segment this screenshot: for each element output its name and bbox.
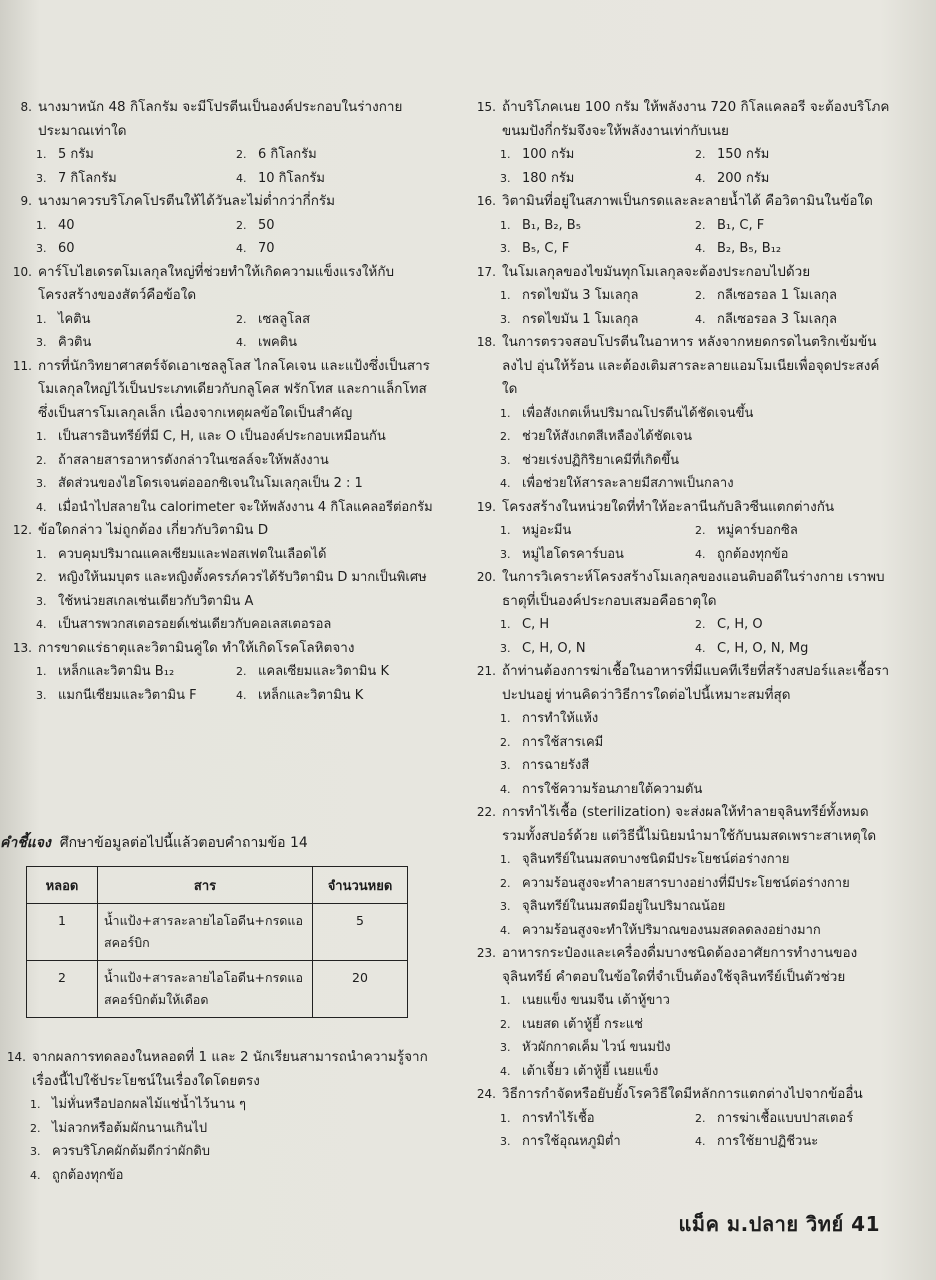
answer-option[interactable] — [236, 167, 436, 191]
answer-option[interactable] — [500, 308, 695, 332]
answer-option[interactable] — [500, 895, 890, 919]
option-number: 4. — [695, 171, 706, 185]
option-number: 4. — [236, 242, 247, 255]
answer-option[interactable] — [30, 1093, 436, 1117]
answer-option[interactable] — [500, 449, 890, 473]
question-text: วิตามินที่อยู่ในสภาพเป็นกรดและละลายน้ำได้ คือวิตามินในข้อใด — [502, 193, 873, 209]
answer-option[interactable] — [500, 284, 695, 308]
option-text: 5 กรัม — [58, 147, 94, 162]
answer-option[interactable] — [500, 1060, 890, 1084]
question-14 — [0, 1046, 436, 1187]
option-text: เป็นสารอินทรีย์ที่มี C, H, และ O เป็นองค์ประกอบเหมือนกัน — [58, 429, 386, 444]
option-text: กลีเซอรอล 3 โมเลกุล — [717, 311, 838, 327]
option-number: 3. — [36, 477, 47, 490]
left-column — [6, 96, 436, 707]
option-text: ไคติน — [58, 311, 91, 327]
question-number: 21. — [476, 664, 496, 678]
option-text: แมกนีเซียมและวิตามิน F — [58, 687, 197, 703]
answer-option[interactable] — [500, 214, 695, 238]
option-text: 100 กรัม — [522, 147, 575, 162]
option-text: B₁, C, F — [717, 217, 765, 233]
option-number: 3. — [500, 1041, 511, 1054]
question-block — [470, 801, 890, 942]
option-number: 2. — [500, 1017, 511, 1031]
question-block — [6, 637, 436, 708]
answer-option[interactable] — [695, 284, 890, 308]
answer-option[interactable] — [236, 684, 436, 708]
answer-option[interactable] — [236, 237, 436, 261]
cell-drops: 20 — [313, 961, 408, 1018]
answer-option[interactable] — [236, 143, 436, 167]
answer-option[interactable] — [500, 425, 890, 449]
option-number: 2. — [236, 218, 247, 232]
question-text: การทำไร้เชื้อ (sterilization) จะส่งผลให้ทำลายจุลินทรีย์ทั้งหมดรวมทั้งสปอร์ด้วย แต่วิธีนี้ไม่นิยมนำมาใช้กับนมสดเพราะสาเหตุใด — [502, 804, 877, 844]
answer-option[interactable] — [500, 143, 695, 167]
option-number: 2. — [36, 453, 47, 467]
option-number: 4. — [36, 500, 47, 514]
option-text: เพคติน — [258, 335, 298, 350]
option-number: 4. — [500, 477, 511, 490]
option-text: 150 กรัม — [717, 147, 770, 162]
answer-option[interactable] — [36, 613, 436, 637]
option-number: 1. — [36, 312, 47, 326]
option-number: 4. — [695, 547, 706, 561]
instruction — [0, 832, 436, 854]
option-text: กรดไขมัน 1 โมเลกุล — [522, 311, 639, 327]
question-block — [6, 355, 436, 520]
option-text: เต้าเจี้ยว เต้าหู้ยี้ เนยแข็ง — [522, 1063, 659, 1079]
question-block — [6, 261, 436, 355]
option-number: 1. — [36, 218, 47, 232]
option-number: 3. — [500, 547, 511, 561]
answer-option[interactable] — [695, 637, 890, 661]
answer-option[interactable] — [695, 613, 890, 637]
question-number: 18. — [476, 335, 496, 349]
option-text: หมู่อะมีน — [522, 523, 572, 538]
option-text: C, H, O, N, Mg — [717, 640, 809, 656]
question-text: ข้อใดกล่าว ไม่ถูกต้อง เกี่ยวกับวิตามิน D — [38, 522, 269, 538]
answer-option[interactable] — [500, 1107, 695, 1131]
option-number: 3. — [36, 594, 47, 608]
option-text: ช่วยให้สังเกตสีเหลืองได้ชัดเจน — [522, 429, 692, 444]
answer-option[interactable] — [236, 660, 436, 684]
option-number: 4. — [500, 782, 511, 796]
option-text: ใช้หน่วยสเกลเช่นเดียวกับวิตามิน A — [58, 593, 254, 609]
answer-option[interactable] — [36, 566, 436, 590]
option-text: C, H, O — [717, 617, 763, 632]
option-number: 3. — [500, 171, 511, 185]
question-block — [470, 261, 890, 332]
answer-option[interactable] — [36, 143, 236, 167]
header-substance: สาร — [98, 867, 313, 904]
option-text: B₅, C, F — [522, 241, 570, 256]
option-number: 3. — [36, 171, 47, 185]
answer-option[interactable] — [500, 731, 890, 755]
option-text: 10 กิโลกรัม — [258, 170, 325, 186]
cell-tube: 2 — [27, 961, 98, 1018]
answer-option[interactable] — [500, 519, 695, 543]
option-text: 180 กรัม — [522, 170, 575, 186]
table-row — [27, 904, 408, 961]
option-text: จุลินทรีย์ในนมสดมีอยู่ในปริมาณน้อย — [522, 899, 726, 914]
option-text: B₁, B₂, B₅ — [522, 217, 581, 233]
question-block — [470, 190, 890, 261]
right-column — [470, 96, 890, 1154]
option-number: 2. — [695, 524, 706, 537]
option-text: เหล็กและวิตามิน B₁₂ — [58, 664, 175, 679]
option-number: 2. — [236, 312, 247, 326]
question-number: 14. — [6, 1050, 26, 1064]
question-text: ในโมเลกุลของไขมันทุกโมเลกุลจะต้องประกอบไปด้วย — [502, 263, 811, 280]
page-footer: แม็ค ม.ปลาย วิทย์ 41 — [678, 1212, 880, 1236]
experiment-table — [26, 866, 408, 1018]
question-number: 16. — [476, 194, 496, 208]
option-number: 3. — [36, 242, 47, 255]
answer-option[interactable] — [36, 331, 236, 355]
option-number: 1. — [500, 994, 511, 1007]
answer-option[interactable] — [36, 684, 236, 708]
question-number: 19. — [476, 499, 496, 514]
option-number: 2. — [236, 665, 247, 678]
answer-option[interactable] — [30, 1140, 436, 1164]
question-number: 11. — [12, 358, 32, 373]
question-text: นางมาหนัก 48 กิโลกรัม จะมีโปรตีนเป็นองค์ประกอบในร่างกายประมาณเท่าใด — [38, 99, 403, 139]
option-text: C, H — [522, 617, 550, 632]
option-text: B₂, B₅, B₁₂ — [717, 241, 782, 256]
option-number: 1. — [30, 1098, 41, 1111]
option-text: 7 กิโลกรัม — [58, 170, 117, 186]
answer-option[interactable] — [36, 425, 436, 449]
answer-option[interactable] — [500, 237, 695, 261]
option-number: 3. — [500, 242, 511, 255]
answer-option[interactable] — [500, 402, 890, 426]
option-text: เหล็กและวิตามิน K — [258, 687, 364, 703]
option-text: แคลเซียมและวิตามิน K — [258, 664, 389, 679]
option-number: 3. — [500, 312, 511, 326]
option-text: 70 — [258, 241, 275, 256]
answer-option[interactable] — [500, 754, 890, 778]
option-number: 3. — [500, 1135, 511, 1148]
option-number: 3. — [36, 688, 47, 702]
header-tube: หลอด — [27, 867, 98, 904]
option-text: 50 — [258, 217, 275, 233]
question-number: 15. — [476, 100, 496, 114]
option-number: 2. — [695, 218, 706, 232]
option-number: 4. — [695, 242, 706, 255]
option-text: การทำไร้เชื้อ — [522, 1110, 595, 1126]
question-block — [470, 331, 890, 496]
option-text: ควบคุมปริมาณแคลเซียมและฟอสเฟตในเลือดได้ — [58, 546, 327, 562]
question-text: การที่นักวิทยาศาสตร์จัดเอาเซลลูโลส ไกลโคเจน และแป้งซึ่งเป็นสารโมเลกุลใหญ่ไว้เป็นประเภทเดียวกับกลูโคส ฟรักโทส และกาแล็กโทสซึ่งเป็นสารโมเลกุลเล็ก เนื่องจากเหตุผลข้อใดเป็นสำคัญ — [38, 357, 430, 421]
option-text: 200 กรัม — [717, 170, 770, 186]
answer-option[interactable] — [500, 1130, 695, 1154]
option-number: 2. — [695, 289, 706, 302]
option-text: การใช้ยาปฏิชีวนะ — [717, 1134, 819, 1149]
option-text: ถ้าสลายสารอาหารดังกล่าวในเซลล์จะให้พลังงาน — [58, 452, 329, 468]
option-number: 1. — [500, 524, 511, 537]
option-number: 4. — [695, 641, 706, 655]
option-text: คิวติน — [58, 335, 92, 350]
question-text: การขาดแร่ธาตุและวิตามินคู่ใด ทำให้เกิดโรคโลหิตจาง — [38, 639, 355, 656]
question-number: 8. — [20, 100, 32, 114]
answer-option[interactable] — [500, 543, 695, 567]
question-number: 17. — [476, 264, 496, 279]
option-number: 1. — [500, 853, 511, 866]
answer-option[interactable] — [695, 1107, 890, 1131]
answer-option[interactable] — [36, 543, 436, 567]
option-text: การใช้ความร้อนภายใต้ความดัน — [522, 781, 703, 797]
option-number: 1. — [36, 547, 47, 561]
question-number: 22. — [476, 805, 496, 819]
option-text: ไม่ลวกหรือต้มผักนานเกินไป — [52, 1120, 208, 1136]
answer-option[interactable] — [30, 1117, 436, 1141]
option-text: C, H, O, N — [522, 640, 586, 656]
option-number: 2. — [695, 618, 706, 631]
option-number: 2. — [695, 1111, 706, 1125]
cell-substance: น้ำแป้ง+สารละลายไอโอดีน+กรดแอสคอร์บิกต้มให้เดือด — [98, 961, 313, 1018]
question-text: ในการตรวจสอบโปรตีนในอาหาร หลังจากหยดกรดไนตริกเข้มข้นลงไป อุ่นให้ร้อน และต้องเติมสารละลายแอมโมเนียเพื่อจุดประสงค์ใด — [502, 334, 880, 397]
option-number: 2. — [236, 148, 247, 161]
option-text: การใช้อุณหภูมิต่ำ — [522, 1134, 621, 1149]
answer-option[interactable] — [36, 590, 436, 614]
question-text: จากผลการทดลองในหลอดที่ 1 และ 2 นักเรียนสามารถนำความรู้จากเรื่องนี้ไปใช้ประโยชน์ในเรื่องใดโดยตรง — [32, 1049, 428, 1089]
answer-option[interactable] — [695, 1130, 890, 1154]
option-text: เมื่อนำไปสลายใน calorimeter จะให้พลังงาน 4 กิโลแคลอรีต่อกรัม — [58, 499, 433, 515]
option-text: หญิงให้นมบุตร และหญิงตั้งครรภ์ควรได้รับวิตามิน D มากเป็นพิเศษ — [58, 570, 427, 585]
question-text: วิธีการกำจัดหรือยับยั้งโรควิธีใดมีหลักการแตกต่างไปจากข้ออื่น — [502, 1086, 863, 1102]
question-number: 13. — [12, 640, 32, 655]
option-text: 60 — [58, 241, 75, 256]
option-text: หัวผักกาดเค็ม ไวน์ ขนมปัง — [522, 1040, 671, 1055]
answer-option[interactable] — [30, 1164, 436, 1188]
answer-option[interactable] — [36, 167, 236, 191]
answer-option[interactable] — [36, 496, 436, 520]
option-number: 1. — [500, 618, 511, 631]
option-number: 4. — [236, 688, 247, 702]
question-block — [470, 96, 890, 190]
instruction-text: ศึกษาข้อมูลต่อไปนี้แล้วตอบคำถามข้อ 14 — [59, 835, 308, 851]
answer-option[interactable] — [500, 1013, 890, 1037]
answer-option[interactable] — [36, 214, 236, 238]
option-number: 4. — [236, 336, 247, 349]
option-number: 2. — [500, 876, 511, 890]
question-text: นางมาควรบริโภคโปรตีนให้ได้วันละไม่ต่ำกว่ากี่กรัม — [38, 193, 336, 209]
option-text: หมู่ไฮโดรคาร์บอน — [522, 546, 624, 562]
header-drops: จำนวนหยด — [313, 867, 408, 904]
option-number: 4. — [500, 923, 511, 937]
option-text: การใช้สารเคมี — [522, 734, 604, 750]
option-number: 2. — [695, 148, 706, 161]
question-block — [470, 1083, 890, 1154]
answer-option[interactable] — [695, 143, 890, 167]
instruction-label: คำชี้แจง — [0, 835, 51, 851]
answer-option[interactable] — [695, 214, 890, 238]
answer-option[interactable] — [695, 167, 890, 191]
option-number: 2. — [30, 1121, 41, 1135]
option-text: สัดส่วนของไฮโดรเจนต่อออกซิเจนในโมเลกุลเป็น 2 : 1 — [58, 476, 363, 491]
option-number: 1. — [500, 218, 511, 232]
answer-option[interactable] — [695, 543, 890, 567]
option-text: กลีเซอรอล 1 โมเลกุล — [717, 288, 838, 303]
option-text: 6 กิโลกรัม — [258, 147, 317, 162]
option-number: 3. — [500, 453, 511, 467]
answer-option[interactable] — [500, 637, 695, 661]
question-number: 12. — [12, 523, 32, 537]
option-number: 3. — [500, 900, 511, 913]
answer-option[interactable] — [36, 472, 436, 496]
question-number: 10. — [12, 264, 32, 279]
question-block — [470, 496, 890, 567]
question-block — [470, 942, 890, 1083]
answer-option[interactable] — [500, 167, 695, 191]
question-number: 20. — [476, 570, 496, 584]
option-number: 1. — [36, 430, 47, 443]
option-number: 2. — [500, 735, 511, 749]
option-text: การฆ่าเชื้อแบบปาสเตอร์ — [717, 1110, 854, 1126]
option-number: 1. — [36, 665, 47, 678]
option-number: 1. — [500, 406, 511, 420]
question-block — [470, 566, 890, 660]
option-text: ไม่หั่นหรือปอกผลไม้แช่น้ำไว้นาน ๆ — [52, 1097, 246, 1112]
cell-drops: 5 — [313, 904, 408, 961]
option-number: 4. — [500, 1064, 511, 1078]
question-block — [6, 519, 436, 637]
option-text: เป็นสารพวกสเตอรอยด์เช่นเดียวกับคอเลสเตอรอล — [58, 617, 332, 632]
option-number: 1. — [500, 1111, 511, 1125]
answer-option[interactable] — [695, 237, 890, 261]
answer-option[interactable] — [695, 308, 890, 332]
question-text: อาหารกระป๋องและเครื่องดื่มบางชนิดต้องอาศัยการทำงานของจุลินทรีย์ คำตอบในข้อใดที่จำเป็นต้องใช้จุลินทรีย์เป็นตัวช่วย — [502, 945, 858, 985]
answer-option[interactable] — [500, 989, 890, 1013]
question-text: ถ้าบริโภคเนย 100 กรัม ให้พลังงาน 720 กิโลแคลอรี จะต้องบริโภคขนมปังกี่กรัมจึงจะให้พลังงานเท่ากับเนย — [502, 99, 890, 139]
answer-option[interactable] — [36, 660, 236, 684]
cell-tube: 1 — [27, 904, 98, 961]
option-number: 3. — [36, 336, 47, 349]
option-number: 3. — [30, 1145, 41, 1158]
option-text: หมู่คาร์บอกซิล — [717, 523, 798, 538]
option-text: ถูกต้องทุกข้อ — [52, 1167, 124, 1183]
option-text: เพื่อสังเกตเห็นปริมาณโปรตีนได้ชัดเจนขึ้น — [522, 405, 754, 421]
question-text: ในการวิเคราะห์โครงสร้างโมเลกุลของแอนติบอดีในร่างกาย เราพบธาตุที่เป็นองค์ประกอบเสมอคือธาตุใด — [502, 569, 885, 609]
option-text: เพื่อช่วยให้สารละลายมีสภาพเป็นกลาง — [522, 476, 734, 491]
question-block — [470, 660, 890, 801]
table-row — [27, 961, 408, 1018]
option-text: จุลินทรีย์ในนมสดบางชนิดมีประโยชน์ต่อร่างกาย — [522, 852, 790, 867]
answer-option[interactable] — [500, 707, 890, 731]
option-text: ช่วยเร่งปฏิกิริยาเคมีที่เกิดขึ้น — [522, 452, 680, 468]
question-block — [6, 96, 436, 190]
option-text: เนยสด เต้าหู้ยี้ กระแช่ — [522, 1016, 643, 1032]
question-text: โครงสร้างในหน่วยใดที่ทำให้อะลานีนกับลิวซีนแตกต่างกัน — [502, 498, 835, 515]
option-number: 4. — [695, 1135, 706, 1148]
option-number: 1. — [36, 148, 47, 161]
answer-option[interactable] — [36, 237, 236, 261]
question-number: 23. — [476, 946, 496, 960]
option-text: เซลลูโลส — [258, 311, 311, 327]
option-number: 3. — [500, 759, 511, 772]
answer-option[interactable] — [500, 472, 890, 496]
answer-option[interactable] — [500, 778, 890, 802]
option-text: ความร้อนสูงจะทำให้ปริมาณของนมสดลดลงอย่างมาก — [522, 922, 821, 938]
answer-option[interactable] — [695, 519, 890, 543]
option-text: การทำให้แห้ง — [522, 711, 599, 726]
option-number: 4. — [30, 1168, 41, 1182]
answer-option[interactable] — [36, 308, 236, 332]
question-number: 9. — [20, 194, 32, 208]
option-number: 4. — [36, 618, 47, 631]
answer-option[interactable] — [500, 872, 890, 896]
cell-substance: น้ำแป้ง+สารละลายไอโอดีน+กรดแอสคอร์บิก — [98, 904, 313, 961]
option-number: 1. — [500, 148, 511, 161]
option-number: 3. — [500, 641, 511, 655]
question-text: ถ้าท่านต้องการฆ่าเชื้อในอาหารที่มีแบคทีเรียที่สร้างสปอร์และเชื้อราปะปนอยู่ ท่านคิดว่าวิธีการใดต่อไปนี้เหมาะสมที่สุด — [502, 663, 890, 703]
answer-option[interactable] — [500, 848, 890, 872]
option-number: 2. — [500, 430, 511, 443]
answer-option[interactable] — [236, 331, 436, 355]
answer-option[interactable] — [500, 613, 695, 637]
option-text: เนยแข็ง ขนมจีน เต้าหู้ขาว — [522, 993, 670, 1008]
option-number: 2. — [36, 571, 47, 584]
option-text: กรดไขมัน 3 โมเลกุล — [522, 288, 639, 303]
answer-option[interactable] — [236, 308, 436, 332]
question-block — [6, 190, 436, 261]
option-text: การฉายรังสี — [522, 758, 590, 773]
option-number: 4. — [695, 312, 706, 326]
option-text: 40 — [58, 217, 75, 233]
option-number: 1. — [500, 712, 511, 725]
option-number: 1. — [500, 289, 511, 302]
question-number: 24. — [476, 1087, 496, 1101]
question-text: คาร์โบไฮเดรตโมเลกุลใหญ่ที่ช่วยทำให้เกิดความแข็งแรงให้กับโครงสร้างของสัตว์คือข้อใด — [38, 263, 395, 303]
option-text: ถูกต้องทุกข้อ — [717, 546, 789, 562]
option-text: ความร้อนสูงจะทำลายสารบางอย่างที่มีประโยชน์ต่อร่างกาย — [522, 875, 850, 891]
option-text: ควรบริโภคผักต้มดีกว่าผักดิบ — [52, 1144, 211, 1159]
answer-option[interactable] — [500, 1036, 890, 1060]
answer-option[interactable] — [236, 214, 436, 238]
table-header-row — [27, 867, 408, 904]
answer-option[interactable] — [36, 449, 436, 473]
option-number: 4. — [236, 171, 247, 185]
answer-option[interactable] — [500, 919, 890, 943]
